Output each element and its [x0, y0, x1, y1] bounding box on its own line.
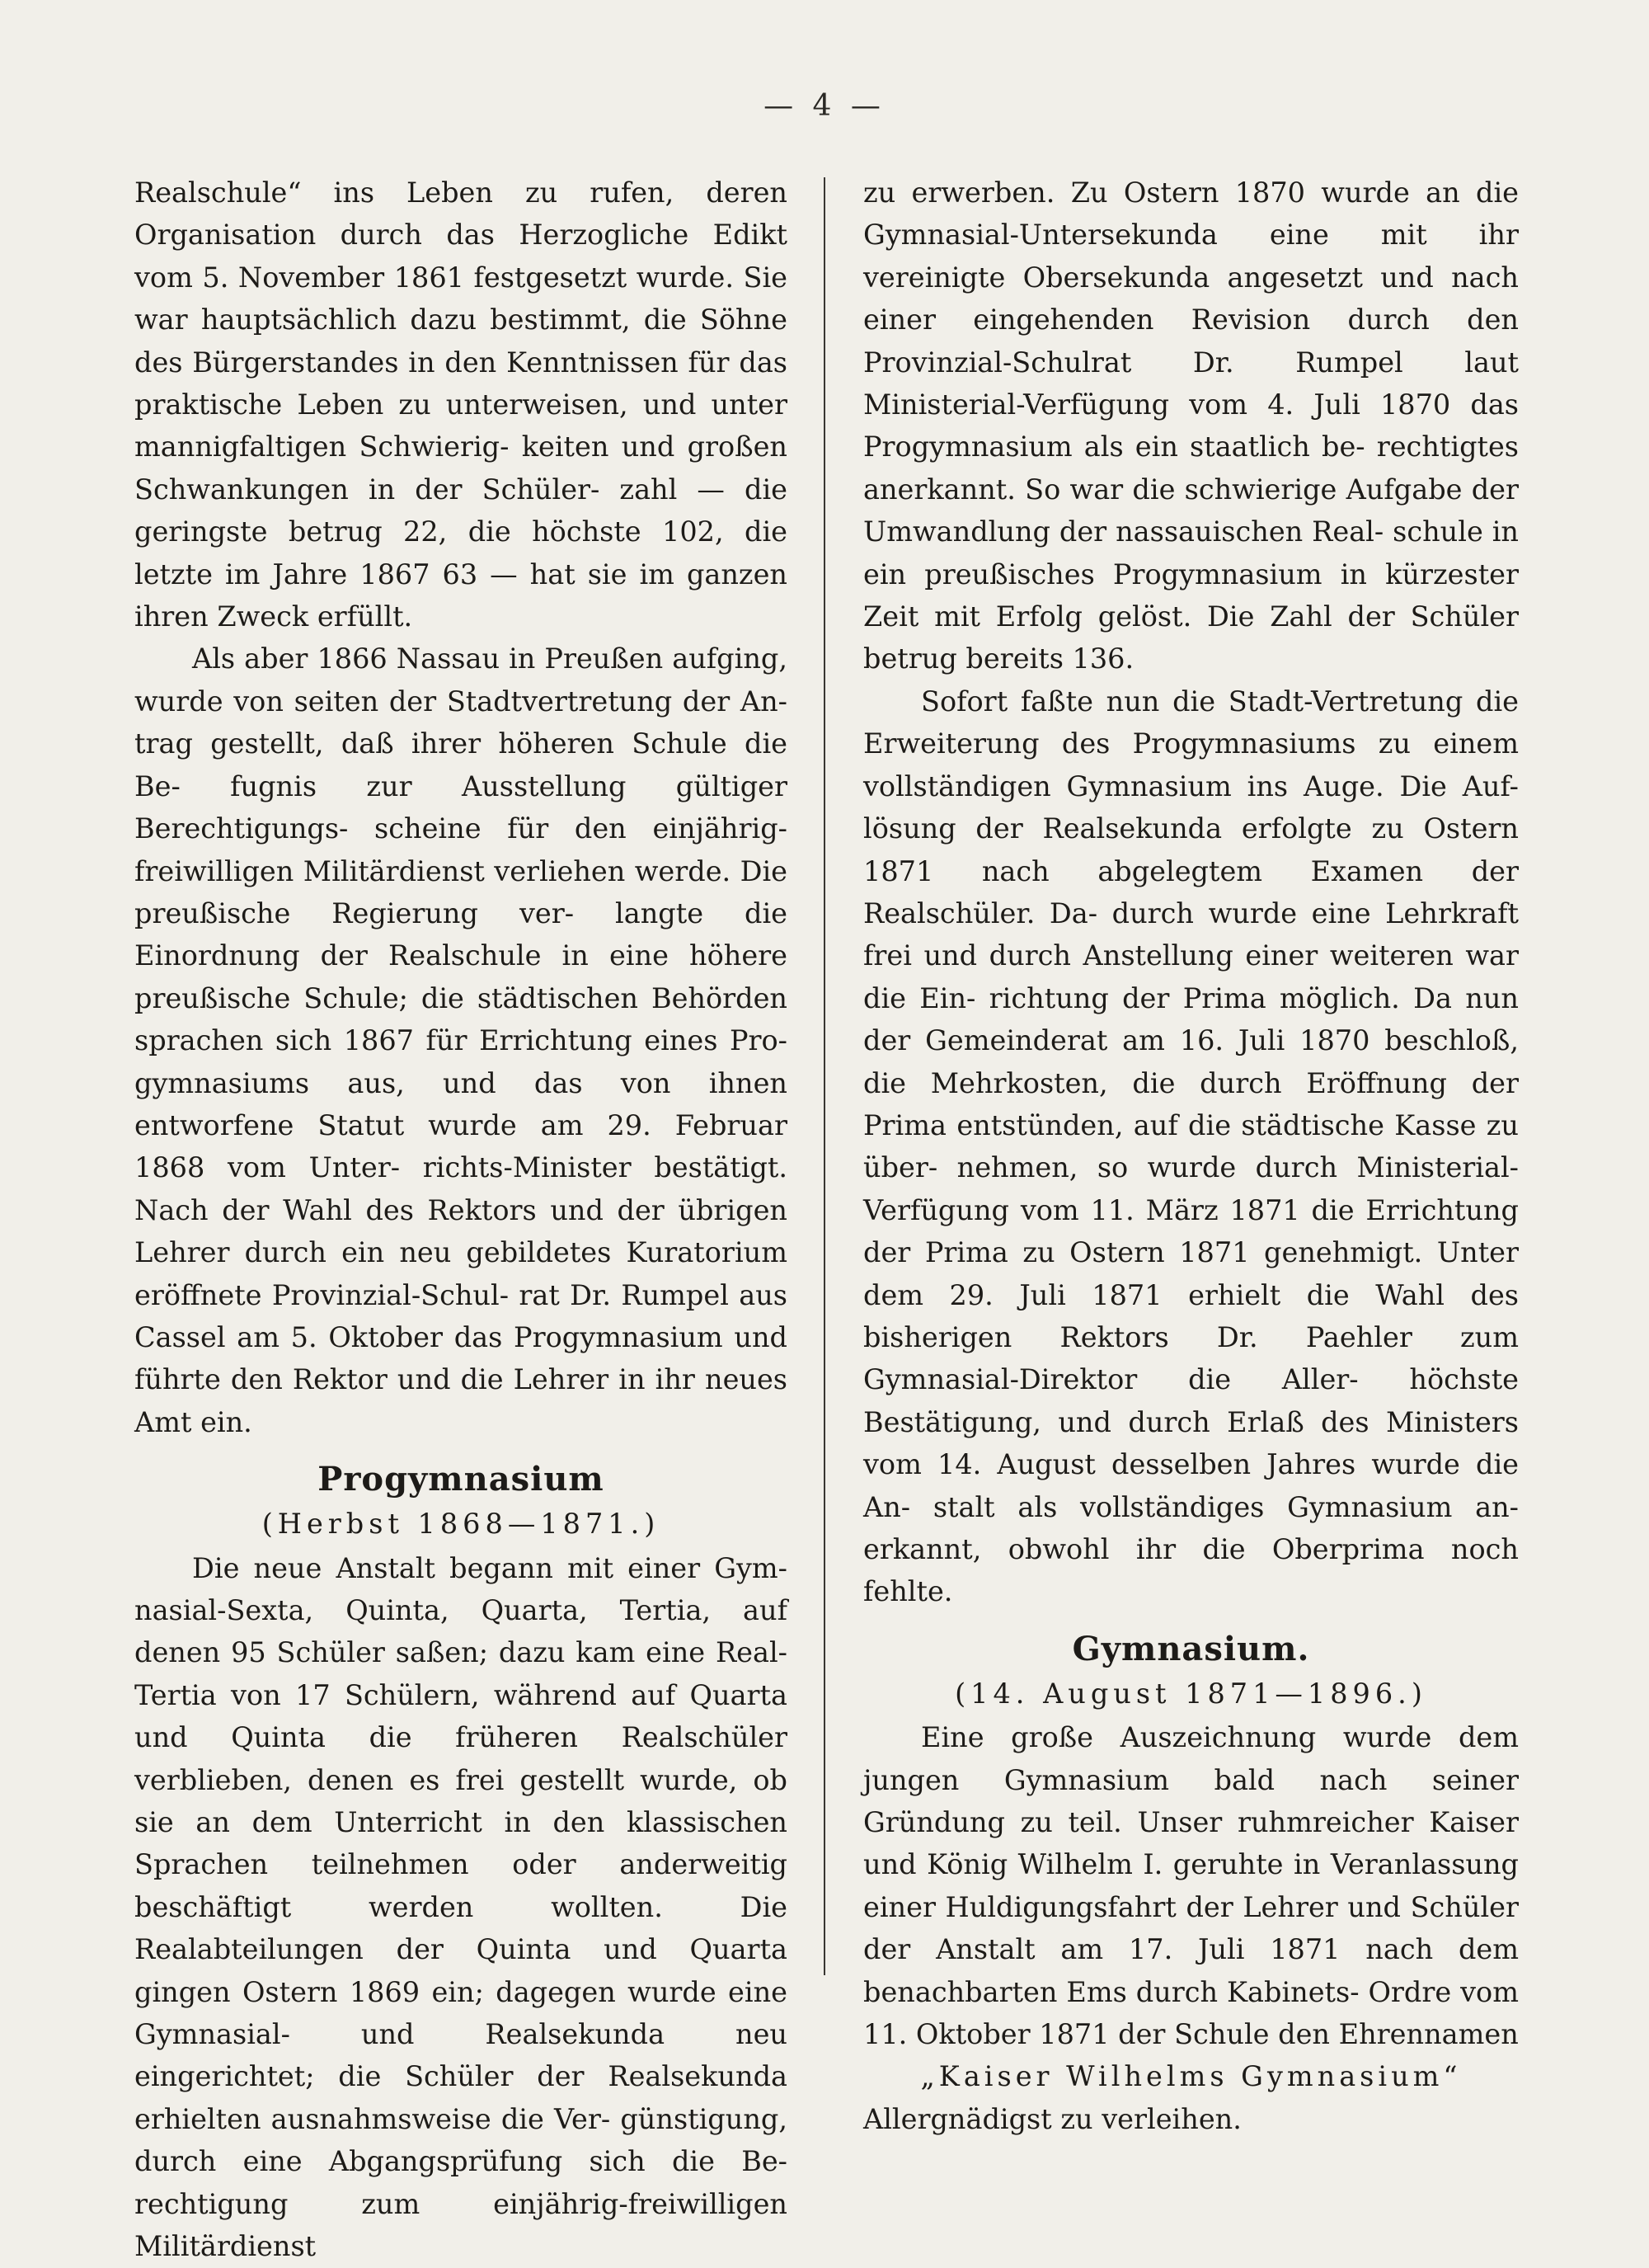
left-paragraph-3: Die neue Anstalt begann mit einer Gym- nasial-Sexta, Quinta, Quarta, Tertia, auf denen 95 Schüler saßen; dazu kam eine Real-Tertia von 17 Schülern, während auf Quarta und Quinta die früheren Realschüler verblieben, denen es frei gestellt wurde, ob sie an dem Unterricht in den klassischen Sprachen teilnehmen oder anderweitig beschäftigt werden wollten. Die Realabteilungen der Quinta und Quarta gingen Ostern 1869 ein; dagegen wurde eine Gymnasial- und Realsekunda neu eingerichtet; die Schüler der Realsekunda erhielten ausnahmsweise die Ver- günstigung, durch eine Abgangsprüfung sich die Be- rechtigung zum einjährig-freiwilligen Militärdienst — [134, 1551, 787, 2263]
right-paragraph-4: Allergnädigst zu verleihen. — [863, 2102, 1242, 2135]
right-paragraph-3: Eine große Auszeichnung wurde dem jungen Gymnasium bald nach seiner Gründung zu teil. Unser ruhmreicher Kaiser und König Wilhelm I. geruhte in Veranlassung einer Huldigungsfahrt der Lehrer und Schüler der Anstalt am 17. Juli 1871 nach dem benachbarten Ems durch Kabinets- Ordre vom 11. Oktober 1871 der Schule den Ehrennamen — [863, 1721, 1519, 2051]
honorary-name-quote: „Kaiser Wilhelms Gymnasium“ — [920, 2060, 1462, 2093]
left-paragraph-2: Als aber 1866 Nassau in Preußen aufging, wurde von seiten der Stadtvertretung der An- trag gestellt, daß ihrer höheren Schule die Be- fugnis zur Ausstellung gültiger Berechtigungs- scheine für den einjährig-freiwilligen Militärdienst verliehen werde. Die preußische Regierung ver- langte die Einordnung der Realschule in eine höhere preußische Schule; die städtischen Behörden sprachen sich 1867 für Errichtung eines Pro- gymnasiums aus, und das von ihnen entworfene Statut wurde am 29. Februar 1868 vom Unter- richts-Minister bestätigt. Nach der Wahl des Rektors und der übrigen Lehrer durch ein neu gebildetes Kuratorium eröffnete Provinzial-Schul- rat Dr. Rumpel aus Cassel am 5. Oktober das Progymnasium und führte den Rektor und die Lehrer in ihr neues Amt ein. — [134, 642, 787, 1438]
left-column — [134, 172, 787, 2268]
section-subheading-progymnasium: (Herbst 1868—1871.) — [261, 1508, 660, 1541]
right-column — [863, 172, 1519, 2140]
section-heading-gymnasium: Gymnasium. — [1072, 1629, 1310, 1668]
right-paragraph-2: Sofort faßte nun die Stadt-Vertretung die Erweiterung des Progymnasiums zu einem vollständigen Gymnasium ins Auge. Die Auf- lösung der Realsekunda erfolgte zu Ostern 1871 nach abgelegtem Examen der Realschüler. Da- durch wurde eine Lehrkraft frei und durch Anstellung einer weiteren war die Ein- richtung der Prima möglich. Da nun der Gemeinderat am 16. Juli 1870 beschloß, die Mehrkosten, die durch Eröffnung der Prima entstünden, auf die städtische Kasse zu über- nehmen, so wurde durch Ministerial-Verfügung vom 11. März 1871 die Errichtung der Prima zu Ostern 1871 genehmigt. Unter dem 29. Juli 1871 erhielt die Wahl des bisherigen Rektors Dr. Paehler zum Gymnasial-Direktor die Aller- höchste Bestätigung, und durch Erlaß des Ministers vom 14. August desselben Jahres wurde die An- stalt als vollständiges Gymnasium an- erkannt, obwohl ihr die Oberprima noch fehlte. — [863, 685, 1519, 1608]
section-subheading-gymnasium: (14. August 1871—1896.) — [955, 1677, 1427, 1710]
page-number: — 4 — — [763, 89, 886, 123]
left-paragraph-1: Realschule“ ins Leben zu rufen, deren Organisation durch das Herzogliche Edikt vom 5. November 1861 festgesetzt wurde. Sie war hauptsächlich dazu bestimmt, die Söhne des Bürgerstandes in den Kenntnissen für das praktische Leben zu unterweisen, und unter mannigfaltigen Schwierig- keiten und großen Schwankungen in der Schüler- zahl — die geringste betrug 22, die höchste 102, die letzte im Jahre 1867 63 — hat sie im ganzen ihren Zweck erfüllt. — [134, 176, 787, 633]
section-heading-progymnasium: Progymnasium — [317, 1460, 604, 1499]
column-divider — [824, 177, 825, 1975]
right-paragraph-1: zu erwerben. Zu Ostern 1870 wurde an die Gymnasial-Untersekunda eine mit ihr vereinigte Obersekunda angesetzt und nach einer eingehenden Revision durch den Provinzial-Schulrat Dr. Rumpel laut Ministerial-Verfügung vom 4. Juli 1870 das Progymnasium als ein staatlich be- rechtigtes anerkannt. So war die schwierige Aufgabe der Umwandlung der nassauischen Real- schule in ein preußisches Progymnasium in kürzester Zeit mit Erfolg gelöst. Die Zahl der Schüler betrug bereits 136. — [863, 176, 1519, 675]
